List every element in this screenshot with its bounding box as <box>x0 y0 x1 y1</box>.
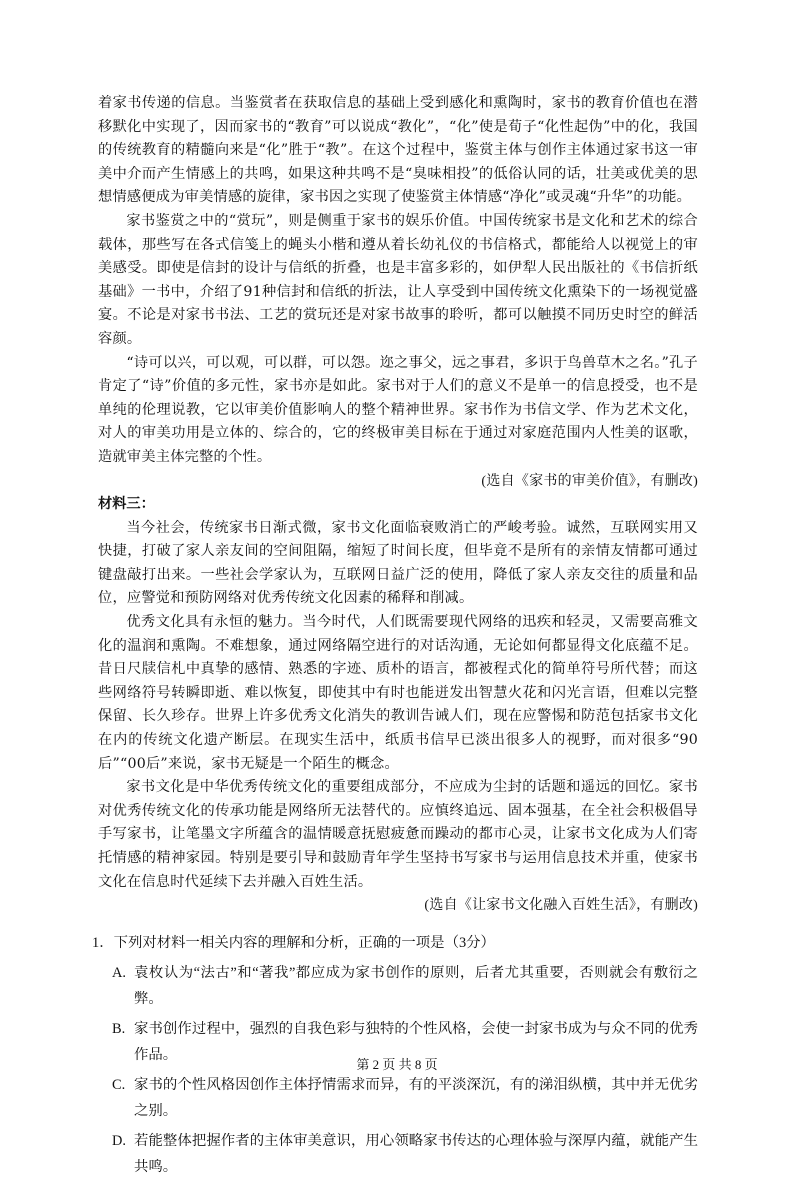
option-c-letter: C. <box>112 1076 126 1093</box>
material2-source: (选自《家书的审美价值》，有删改) <box>481 473 698 489</box>
material2-paragraph-3 <box>98 352 698 494</box>
option-c-text: 家书的个性风格因创作主体抒情需求而异，有的平淡深沉，有的涕泪纵横，其中并无优劣之别。 <box>134 1076 698 1119</box>
page-footer: 第 2 页 共 8 页 <box>356 1057 438 1072</box>
option-d <box>112 1128 698 1180</box>
material3-paragraph-3-text: 家书文化是中华优秀传统文化的重要组成部分，不应成为尘封的话题和遥远的回忆。家书对优秀传统文化的传承功能是网络所无法替代的。应慎终追远、固本强基，在全社会积极倡导手写家书，让笔墨文字所蕴含的温情暖意抚慰疲惫而躁动的都市心灵，让家书文化成为人们寄托情感的精神家园。特别是要引导和鼓励青年学生坚持书写家书与运用信息技术并重，使家书文化在信息时代延续下去并融入百姓生活。 <box>98 779 698 890</box>
material3-paragraph-1: 当今社会，传统家书日渐式微，家书文化面临衰败消亡的严峻考验。诚然，互联网实用又快捷，打破了家人亲友间的空间阻隔，缩短了时间长度，但毕竟不是所有的亲情友情都可通过键盘敲打出来。一些社会学家认为，互联网日益广泛的使用，降低了家人亲友交往的质量和品位，应警觉和预防网络对优秀传统文化因素的稀释和削减。 <box>98 519 698 607</box>
material2-paragraph-3-text: “诗可以兴，可以观，可以群，可以怨。迩之事父，远之事君，多识于鸟兽草木之名。”孔子肯定了“诗”价值的多元性，家书亦是如此。家书对于人们的意义不是单一的信息授受，也不是单纯的伦理说教，它以审美价值影响人的整个精神世界。家书作为书信文学、作为艺术文化，对人的审美功用是立体的、综合的，它的终极审美目标在于通过对家庭范围内人性美的讴歌，造就审美主体完整的个性。 <box>98 354 698 465</box>
material2-paragraph-1: 着家书传递的信息。当鉴赏者在获取信息的基础上受到感化和熏陶时，家书的教育价值也在潜移默化中实现了，因而家书的“教育”可以说成“教化”，“化”使是荀子“化性起伪”中的化，我国的传统教育的精髓向来是“化”胜于“教”。在这个过程中，鉴赏主体与创作主体通过家书这一审美中介而产生情感上的共鸣，如果这种共鸣不是“臭味相投”的低俗认同的话，壮美或优美的思想情感便成为审美情感的旋律，家书因之实现了使鉴赏主体情感“净化”或灵魂“升华”的功能。 <box>98 95 698 206</box>
material3-paragraph-2: 优秀文化具有永恒的魅力。当今时代，人们既需要现代网络的迅疾和轻灵，又需要高雅文化的温润和熏陶。不难想象，通过网络隔空进行的对话沟通，无论如何都显得文化底蕴不足。昔日尺牍信札中真挚的感情、熟悉的字迹、质朴的语言，都被程式化的简单符号所代替；而这些网络符号转瞬即逝、难以恢复，即使其中有时也能迸发出智慧火花和闪光言语，但难以完整保留、长久珍存。世界上许多优秀文化消失的教训告诫人们，现在应警惕和防范包括家书文化在内的传统文化遗产断层。在现实生活中，纸质书信早已淡出很多人的视野，而对很多“90后”“00后”来说，家书无疑是一个陌生的概念。 <box>98 614 698 772</box>
material2-paragraph-2: 家书鉴赏之中的“赏玩”，则是侧重于家书的娱乐价值。中国传统家书是文化和艺术的综合载体，那些写在各式信笺上的蝇头小楷和遵从着长幼礼仪的书信格式，都能给人以视觉上的审美感受。即使是信封的设计与信纸的折叠，也是丰富多彩的，如伊犁人民出版社的《书信折纸基础》一书中，介绍了91种信封和信纸的折法，让人享受到中国传统文化熏染下的一场视觉盛宴。不论是对家书书法、工艺的赏玩还是对家书故事的聆听，都可以触摸不同历史时空的鲜活容颜。 <box>98 212 698 347</box>
option-b-letter: B. <box>112 1020 126 1037</box>
question-1-stem: 1．下列对材料一相关内容的理解和分析，正确的一项是（3分） <box>92 934 495 951</box>
material3-paragraph-3 <box>98 776 698 918</box>
document-body <box>92 92 698 1184</box>
option-a-letter: A. <box>112 964 126 981</box>
option-d-text: 若能整体把握作者的主体审美意识，用心领略家书传达的心理体验与深厚内蕴，就能产生共鸣。 <box>134 1132 698 1175</box>
option-a <box>112 960 698 1012</box>
option-b-text: 家书创作过程中，强烈的自我色彩与独特的个性风格，会使一封家书成为与众不同的优秀作品。 <box>134 1020 698 1063</box>
option-a-text: 袁枚认为“法古”和“著我”都应成为家书创作的原则，后者尤其重要，否则就会有敷衍之弊。 <box>134 964 698 1007</box>
material3-heading: 材料三： <box>98 496 155 513</box>
option-c <box>112 1072 698 1124</box>
option-d-letter: D. <box>112 1132 126 1149</box>
material3-source: (选自《让家书文化融入百姓生活》，有删改) <box>424 898 698 914</box>
